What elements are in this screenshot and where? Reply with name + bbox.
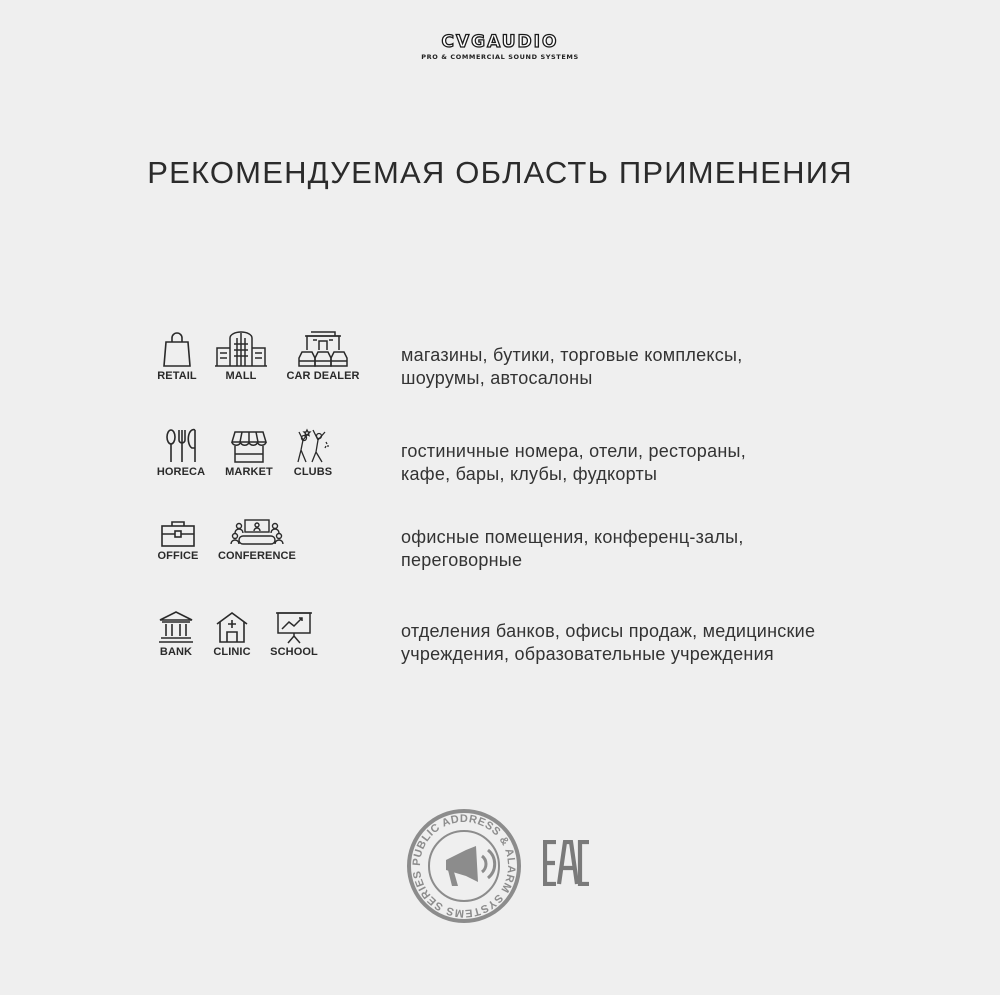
horeca-icon [163,428,199,464]
description-line: гостиничные номера, отели, рестораны, [401,441,746,461]
icon-label-conference: CONFERENCE [217,550,296,562]
icon-tile-market [218,428,280,478]
brand-logo [0,34,1000,61]
conference-icon [229,518,285,548]
icon-tile-clinic [208,610,256,658]
icon-tile-retail [148,330,206,382]
clinic-icon [215,610,249,644]
application-description [401,440,921,486]
eac-certification-mark [543,840,591,891]
description-line: шоурумы, автосалоны [401,368,593,388]
description-line: магазины, бутики, торговые комплексы, [401,345,743,365]
icon-tile-office [150,518,206,562]
icon-label-mall: MALL [225,370,257,382]
clubs-icon [295,428,331,464]
retail-icon [157,330,197,368]
icon-label-market: MARKET [225,466,273,478]
eac-logo [543,840,591,886]
logo-tagline: PRO & COMMERCIAL SOUND SYSTEMS [421,53,579,61]
series-badge [404,806,524,931]
page-title: РЕКОМЕНДУЕМАЯ ОБЛАСТЬ ПРИМЕНЕНИЯ [147,155,853,190]
logo-name: CVGAUDIO [441,32,559,52]
icon-label-clinic: CLINIC [213,646,251,658]
icon-label-office: OFFICE [157,550,199,562]
school-icon [275,610,313,644]
description-line: учреждения, образовательные учреждения [401,644,774,664]
icon-label-bank: BANK [159,646,193,658]
description-line: офисные помещения, конференц-залы, [401,527,744,547]
application-description [401,620,921,666]
icon-tile-clubs [286,428,340,478]
icon-label-school: SCHOOL [270,646,318,658]
bank-icon [158,610,194,644]
car-dealer-icon [297,330,349,368]
megaphone-icon [446,846,495,886]
icon-label-clubs: CLUBS [293,466,333,478]
icon-tile-bank [150,610,202,658]
application-description [401,526,921,572]
description-line: отделения банков, офисы продаж, медицинские [401,621,816,641]
mall-icon [214,330,268,368]
icon-tile-school [264,610,324,658]
icon-tile-mall [210,330,272,382]
icon-label-car-dealer: CAR DEALER [286,370,360,382]
office-icon [160,518,196,548]
description-line: переговорные [401,550,523,570]
description-line: кафе, бары, клубы, фудкорты [401,464,658,484]
icon-tile-conference [212,518,302,562]
market-icon [231,428,267,464]
icon-tile-horeca [150,428,212,478]
badge-text: PUBLIC ADDRESS & ALARM SYSTEMS SERIES [410,812,518,920]
badge-seal [404,806,524,926]
icon-label-retail: RETAIL [157,370,197,382]
application-description [401,344,921,390]
icon-tile-car-dealer [280,330,366,382]
icon-label-horeca: HORECA [156,466,206,478]
